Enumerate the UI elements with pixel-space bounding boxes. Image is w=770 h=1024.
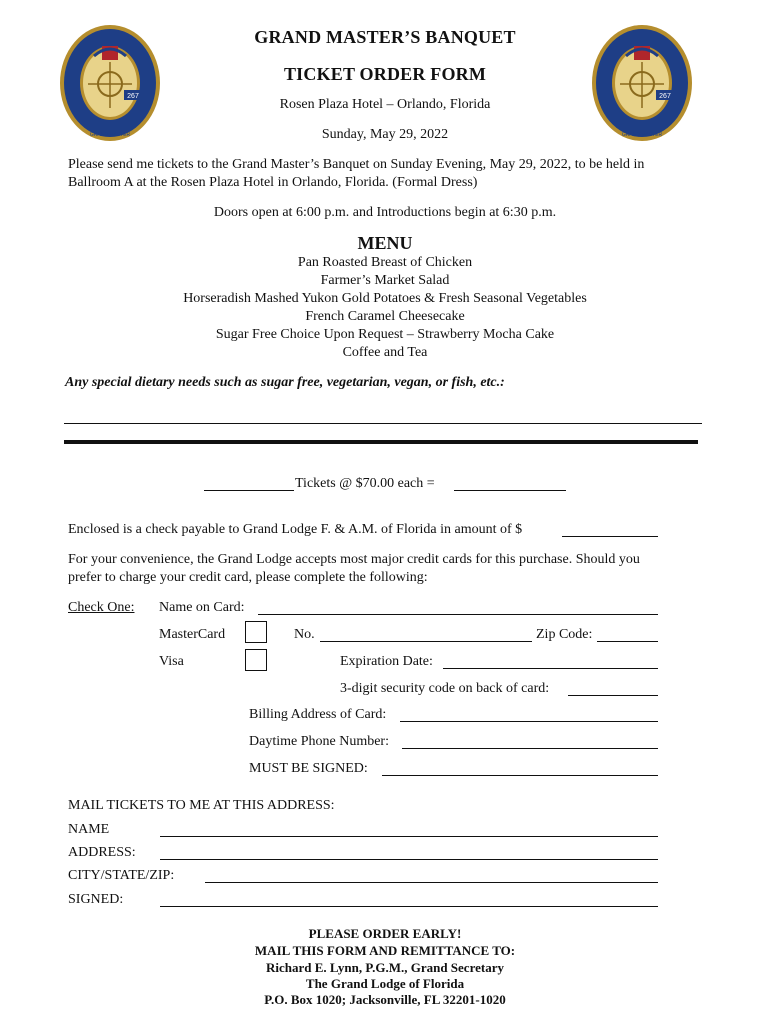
card-number-label: No. <box>294 627 315 642</box>
mastercard-checkbox[interactable] <box>245 621 267 643</box>
intro-line-1: Please send me tickets to the Grand Master’s Banquet on Sunday Evening, May 29, 2022, to be held in <box>68 157 645 172</box>
form-title: GRAND MASTER’S BANQUET <box>254 27 516 47</box>
daytime-phone-field[interactable] <box>402 748 658 749</box>
mail-city-label: CITY/STATE/ZIP: <box>68 868 175 883</box>
expiration-field[interactable] <box>443 668 658 669</box>
check-payable-text: Enclosed is a check payable to Grand Lodge F. & A.M. of Florida in amount of $ <box>68 522 523 537</box>
dietary-label: Any special dietary needs such as sugar free, vegetarian, vegan, or fish, etc.: <box>65 375 505 390</box>
svg-text:GRAND MASTER: GRAND MASTER <box>89 132 131 138</box>
event-date: Sunday, May 29, 2022 <box>321 127 449 142</box>
menu-item: Coffee and Tea <box>342 345 428 360</box>
mail-signed-label: SIGNED: <box>68 892 124 907</box>
doors-open-text: Doors open at 6:00 p.m. and Introductions begin at 6:30 p.m. <box>213 205 557 220</box>
form-subtitle: TICKET ORDER FORM <box>283 64 487 84</box>
menu-item: French Caramel Cheesecake <box>305 309 465 324</box>
dietary-input-line[interactable] <box>64 423 702 424</box>
intro-line-2: Ballroom A at the Rosen Plaza Hotel in Orlando, Florida. (Formal Dress) <box>68 175 478 190</box>
mail-name-label: NAME <box>68 822 110 837</box>
billing-address-field[interactable] <box>400 721 658 722</box>
section-divider <box>64 440 698 444</box>
zip-code-label: Zip Code: <box>536 627 593 642</box>
secretary-name: Richard E. Lynn, P.G.M., Grand Secretary <box>266 960 504 975</box>
order-early-notice: PLEASE ORDER EARLY! <box>308 926 462 941</box>
svg-text:267: 267 <box>127 93 139 100</box>
mail-address-field[interactable] <box>160 859 658 860</box>
lodge-name: The Grand Lodge of Florida <box>305 976 465 991</box>
menu-item: Horseradish Mashed Yukon Gold Potatoes & Fresh Seasonal Vegetables <box>183 291 587 306</box>
credit-card-text-2: prefer to charge your credit card, please complete the following: <box>68 570 428 585</box>
name-on-card-field[interactable] <box>258 614 658 615</box>
credit-card-text-1: For your convenience, the Grand Lodge accepts most major credit cards for this purchase. Should you <box>68 552 640 567</box>
ticket-total-field[interactable] <box>454 490 566 491</box>
visa-checkbox[interactable] <box>245 649 267 671</box>
mail-name-field[interactable] <box>160 836 658 837</box>
mailing-address: P.O. Box 1020; Jacksonville, FL 32201-1020 <box>264 992 506 1007</box>
daytime-phone-label: Daytime Phone Number: <box>249 734 389 749</box>
visa-label: Visa <box>159 654 184 669</box>
menu-heading: MENU <box>357 233 413 253</box>
mail-heading: MAIL TICKETS TO ME AT THIS ADDRESS: <box>68 798 335 813</box>
must-be-signed-label: MUST BE SIGNED: <box>249 761 368 776</box>
menu-item: Sugar Free Choice Upon Request – Strawberry Mocha Cake <box>215 327 555 342</box>
mail-address-label: ADDRESS: <box>68 845 136 860</box>
name-on-card-label: Name on Card: <box>159 600 245 615</box>
menu-item: Farmer’s Market Salad <box>320 273 450 288</box>
mail-to-heading: MAIL THIS FORM AND REMITTANCE TO: <box>254 943 516 958</box>
card-number-field[interactable] <box>320 641 532 642</box>
mail-city-field[interactable] <box>205 882 658 883</box>
check-amount-field[interactable] <box>562 536 658 537</box>
mail-signed-field[interactable] <box>160 906 658 907</box>
venue-text: Rosen Plaza Hotel – Orlando, Florida <box>279 97 491 112</box>
security-code-field[interactable] <box>568 695 658 696</box>
signature-field[interactable] <box>382 775 658 776</box>
ticket-quantity-field[interactable] <box>204 490 294 491</box>
billing-address-label: Billing Address of Card: <box>249 707 387 722</box>
expiration-label: Expiration Date: <box>340 654 433 669</box>
svg-text:GRAND MASTER: GRAND MASTER <box>621 132 663 138</box>
ticket-price-text: Tickets @ $70.00 each = <box>295 476 435 491</box>
zip-code-field[interactable] <box>597 641 658 642</box>
mastercard-label: MasterCard <box>159 627 226 642</box>
check-one-label: Check One: <box>68 600 135 615</box>
security-code-label: 3-digit security code on back of card: <box>340 681 550 696</box>
svg-text:267: 267 <box>659 93 671 100</box>
menu-item: Pan Roasted Breast of Chicken <box>297 255 473 270</box>
